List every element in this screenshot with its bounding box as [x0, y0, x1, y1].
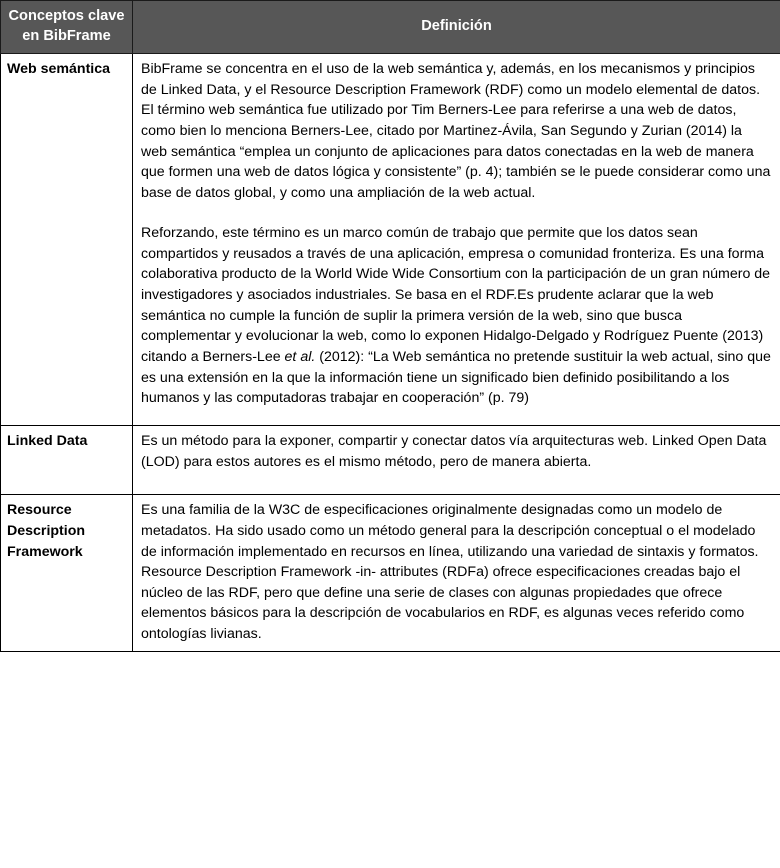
definition-text [133, 495, 780, 652]
body-text: BibFrame se concentra en el uso de la web semántica y, además, en los mecanismos y principios de Linked Data, y el Resource Description Framework (RDF) como un modelo elemental de datos. El término web semántica fue utilizado por Tim Berners-Lee para referirse a una web de datos, como bien lo menciona Berners-Lee, citado por Martinez-Ávila, San Segundo y Zurian (2014) la web semántica “emplea un conjunto de aplicaciones para datos conectadas en la web de manera que formen una web de datos lógica y consistente” (p. 4); también se le puede considerar como una base de datos global, y como una ampliación de la web actual. [141, 61, 771, 202]
concept-label: Web semántica [1, 54, 133, 426]
concept-label: Resource Description Framework [1, 495, 133, 652]
body-text: Es una familia de la W3C de especificaciones originalmente designadas como un modelo de metadatos. Ha sido usado como un método general para la descripción conceptual o el modelado de información implementado en recursos en línea, utilizando una variedad de sintaxis y formatos. Resource Description Framework -in- attributes (RDFa) ofrece especificaciones creadas bajo el núcleo de las RDF, pero que define una serie de clases con algunas propiedades que ofrece elementos básicos para la descripción de vocabularios en RDF, es algunas veces referido como ontologías livianas. [141, 502, 759, 643]
table-row [1, 54, 780, 426]
italic-text: et al. [284, 348, 316, 365]
table-body [1, 54, 780, 652]
body-text: Es un método para la exponer, compartir y conectar datos vía arquitecturas web. Linked Open Data (LOD) para estos autores es el mismo método, pero de manera abierta. [141, 432, 767, 470]
body-text: Reforzando, este término es un marco común de trabajo que permite que los datos sean compartidos y reusados a través de una aplicación, empresa o comunidad fronteriza. Es una forma colaborativa producto de la World Wide Wide Consortium con la participación de un gran número de investigadores y asociados industriales. Se basa en el RDF.Es prudente aclarar que la web semántica no cumple la función de suplir la primera versión de la web, sino que busca complementar y evolucionar la web, como lo exponen Hidalgo-Delgado y Rodríguez Puente (2013) citando a Berners-Lee [141, 224, 771, 365]
concept-label: Linked Data [1, 425, 133, 494]
definition-text [133, 425, 780, 494]
table-row [1, 495, 780, 652]
definition-paragraph [141, 431, 771, 472]
column-header-concept: Conceptos clave en BibFrame [1, 1, 133, 54]
definition-text [133, 54, 780, 426]
definition-paragraph [141, 59, 771, 204]
table-header-row [1, 1, 780, 54]
definition-paragraph [141, 223, 771, 409]
table-header [1, 1, 780, 54]
column-header-definition: Definición [133, 1, 780, 54]
body-text: (2012): “La Web semántica no pretende sustituir la web actual, sino que es una extensión en la que la información tiene un significado bien definido posibilitando a los humanos y las computadoras trabajar en cooperación” (p. 79) [141, 348, 771, 407]
table-row [1, 425, 780, 494]
definition-paragraph [141, 500, 771, 645]
